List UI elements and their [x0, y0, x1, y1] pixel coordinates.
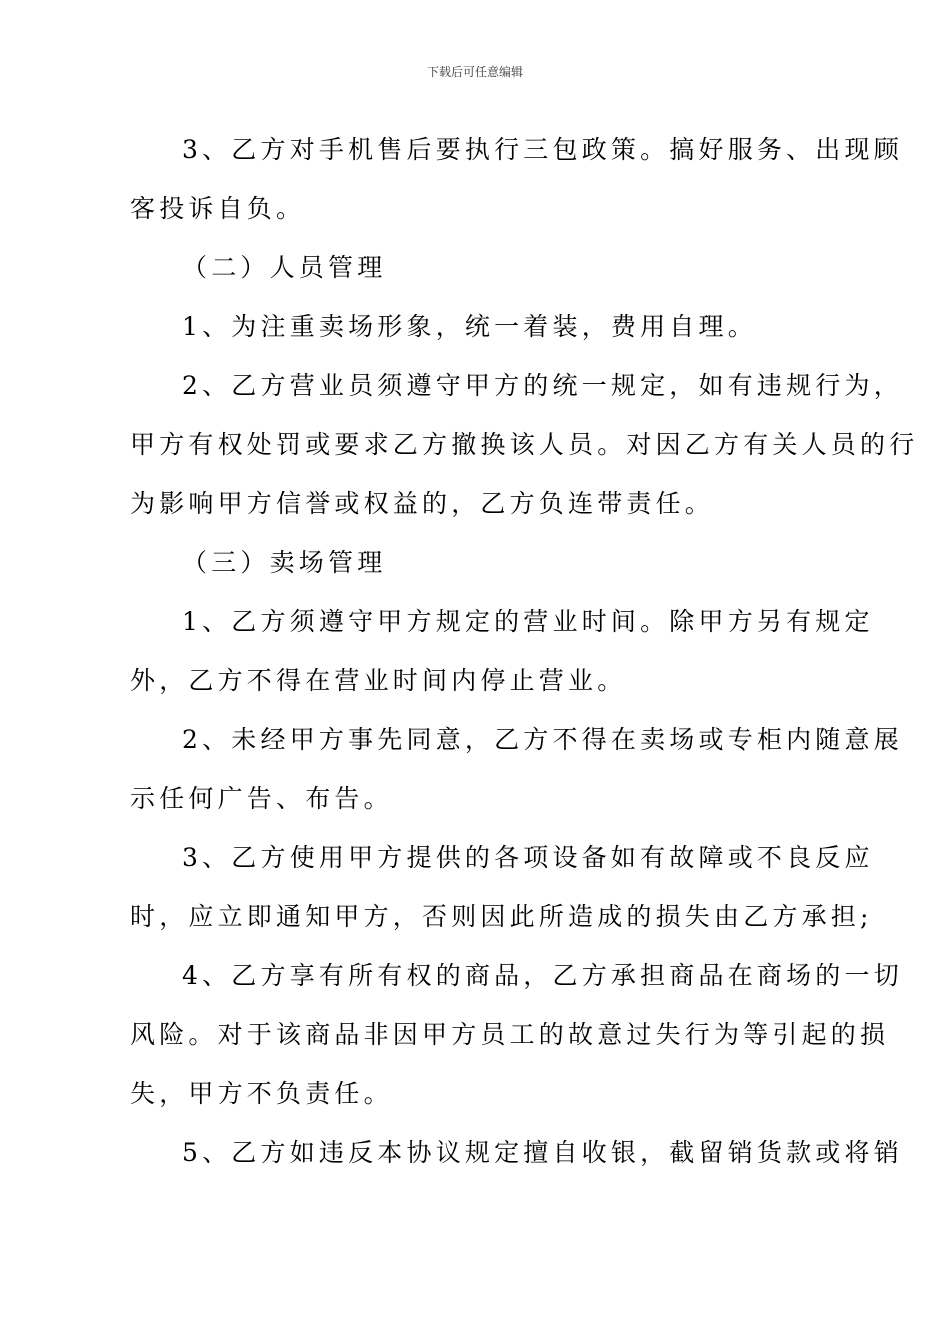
paragraph-line: 失，甲方不负责任。 — [130, 1079, 393, 1108]
section-heading: （二）人员管理 — [182, 253, 387, 282]
document-body — [130, 120, 919, 1182]
paragraph-line: 3、乙方对手机售后要执行三包政策。搞好服务、出现顾 — [182, 135, 903, 164]
paragraph-line: 时，应立即通知甲方，否则因此所造成的损失由乙方承担; — [130, 902, 873, 931]
paragraph-line: 客投诉自负。 — [130, 194, 306, 223]
page-header: 下载后可任意编辑 — [426, 65, 523, 79]
paragraph-line: 2、乙方营业员须遵守甲方的统一规定，如有违规行为， — [182, 371, 903, 400]
paragraph-line: 示任何广告、布告。 — [130, 784, 393, 813]
paragraph-line: 为影响甲方信誉或权益的，乙方负连带责任。 — [130, 489, 715, 518]
paragraph-line: 风险。对于该商品非因甲方员工的故意过失行为等引起的损 — [130, 1020, 890, 1049]
paragraph-line: 1、为注重卖场形象，统一着装，费用自理。 — [182, 312, 757, 341]
paragraph-line: 甲方有权处罚或要求乙方撤换该人员。对因乙方有关人员的行 — [130, 430, 919, 459]
paragraph-line: 5、乙方如违反本协议规定擅自收银，截留销货款或将销 — [182, 1138, 903, 1167]
paragraph-line: 外，乙方不得在营业时间内停止营业。 — [130, 666, 627, 695]
paragraph-line: 4、乙方享有所有权的商品，乙方承担商品在商场的一切 — [182, 961, 903, 990]
paragraph-line: 1、乙方须遵守甲方规定的营业时间。除甲方另有规定 — [182, 607, 874, 636]
paragraph-line: 3、乙方使用甲方提供的各项设备如有故障或不良反应 — [182, 843, 874, 872]
section-heading: （三）卖场管理 — [182, 548, 387, 577]
paragraph-line: 2、未经甲方事先同意，乙方不得在卖场或专柜内随意展 — [182, 725, 903, 754]
